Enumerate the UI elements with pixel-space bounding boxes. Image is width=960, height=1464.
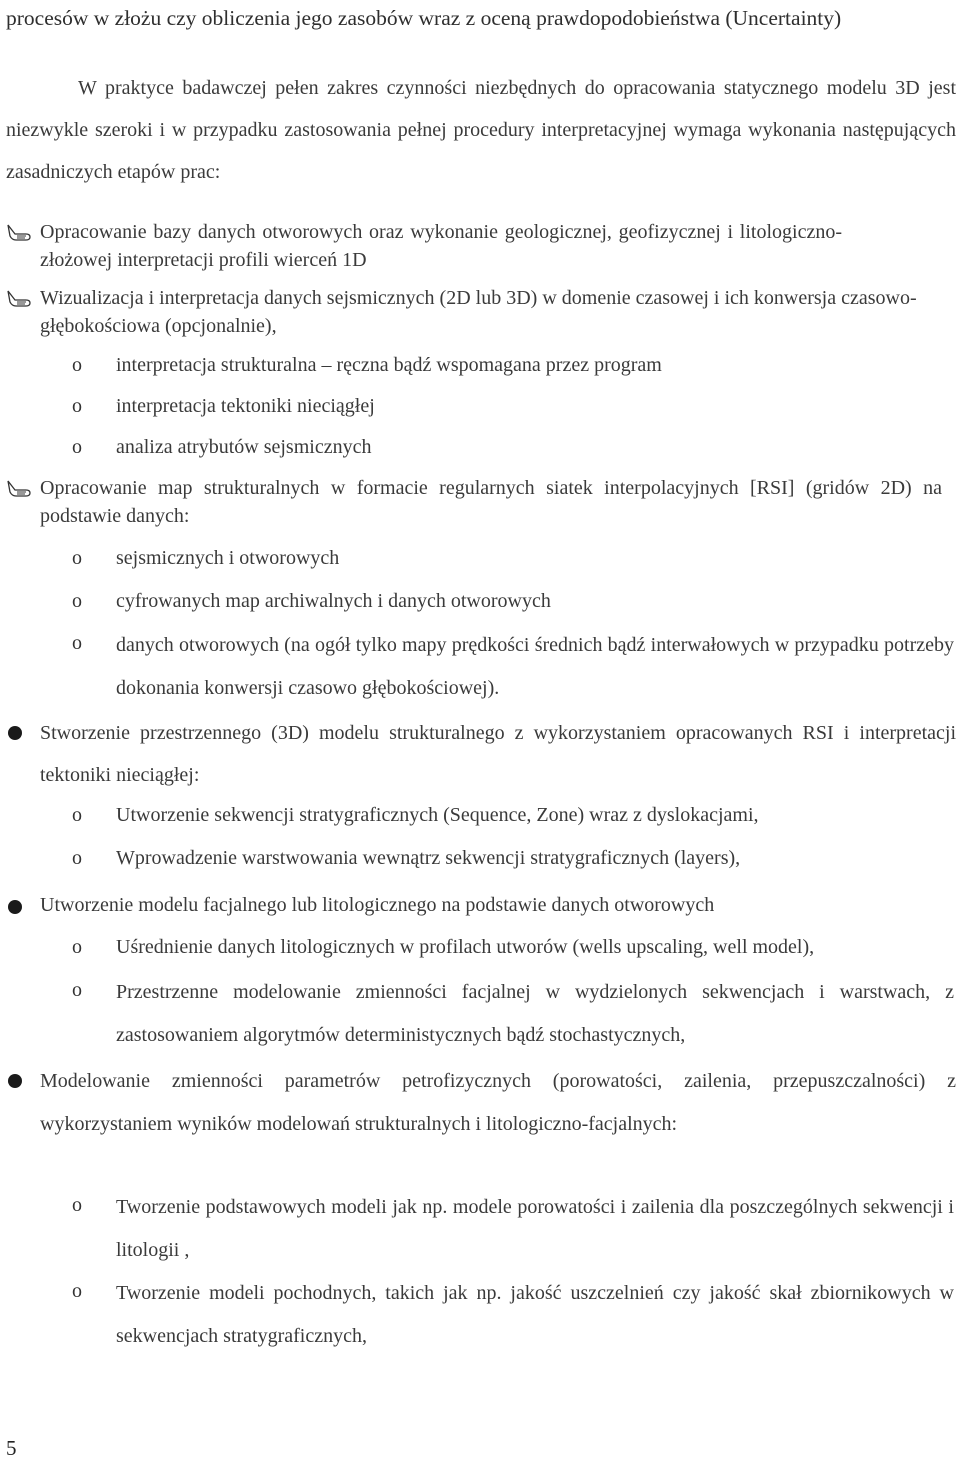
sub-list-item xyxy=(72,1278,956,1358)
sub-bullet: o xyxy=(72,632,82,654)
sub-bullet: o xyxy=(72,1194,82,1216)
sub-bullet: o xyxy=(72,804,82,826)
list-item-text: Opracowanie map strukturalnych w formacie regularnych siatek interpolacyjnych [RSI] (gridów 2D) na podstawie danych: xyxy=(40,477,942,527)
sub-bullet: o xyxy=(72,936,82,958)
sub-bullet: o xyxy=(72,547,82,569)
sub-list-item-text: Tworzenie podstawowych modeli jak np. modele porowatości i zailenia dla poszczególnych sekwencji i litologii , xyxy=(116,1196,954,1261)
sub-list-item-text: Uśrednienie danych litologicznych w profilach utworów (wells upscaling, well model), xyxy=(116,936,815,958)
list-item-text: Utworzenie modelu facjalnego lub litologicznego na podstawie danych otworowych xyxy=(40,894,715,916)
sub-bullet: o xyxy=(72,847,82,869)
sub-list-item-text: interpretacja tektoniki nieciągłej xyxy=(116,395,375,417)
sub-bullet: o xyxy=(72,1280,82,1302)
sub-list-item xyxy=(72,434,942,466)
sub-list-item xyxy=(72,545,942,579)
sub-list-item xyxy=(72,588,942,622)
sub-list-item-text: analiza atrybutów sejsmicznych xyxy=(116,436,372,458)
sub-list-item-text: Tworzenie modeli pochodnych, takich jak np. jakość uszczelnień czy jakość skał zbiornikowych w sekwencjach stratygraficznych, xyxy=(116,1282,954,1347)
list-item-text: Wizualizacja i interpretacja danych sejsmicznych (2D lub 3D) w domenie czasowej i ich konwersja czasowo-głębokościowa (opcjonalnie), xyxy=(40,287,917,337)
list-item-text: Modelowanie zmienności parametrów petrofizycznych (porowatości, zailenia, przepuszczalności) z wykorzystaniem wyników modelowań strukturalnych i litologiczno-facjalnych: xyxy=(40,1070,956,1135)
bullet-dot xyxy=(8,900,22,914)
list-item xyxy=(6,712,956,798)
sub-bullet: o xyxy=(72,395,82,417)
sub-list-item xyxy=(72,630,956,710)
list-item xyxy=(6,284,956,344)
section-heading: procesów w złożu czy obliczenia jego zasobów wraz z oceną prawdopodobieństwa (Uncertainty) xyxy=(6,6,842,30)
sub-list-item xyxy=(72,393,942,425)
sub-list-item-text: danych otworowych (na ogół tylko mapy prędkości średnich bądź interwałowych w przypadku potrzeby dokonania konwersji czasowo głębokościowej). xyxy=(116,634,954,699)
sub-bullet: o xyxy=(72,590,82,612)
sub-bullet: o xyxy=(72,979,82,1001)
sub-list-item xyxy=(72,802,956,836)
sub-list-item xyxy=(72,352,942,384)
sub-bullet: o xyxy=(72,354,82,376)
list-item-text: Opracowanie bazy danych otworowych oraz wykonanie geologicznej, geofizycznej i litologiczno-złożowej interpretacji profili wierceń 1D xyxy=(40,221,842,271)
list-item xyxy=(6,1060,956,1188)
sub-list-item-text: cyfrowanych map archiwalnych i danych otworowych xyxy=(116,590,551,612)
bullet-dot xyxy=(8,726,22,740)
sub-list-item-text: Wprowadzenie warstwowania wewnątrz sekwencji stratygraficznych (layers), xyxy=(116,847,741,869)
list-item-text: Stworzenie przestrzennego (3D) modelu strukturalnego z wykorzystaniem opracowanych RSI i interpretacji tektoniki nieciągłej: xyxy=(40,722,956,786)
list-item xyxy=(6,474,956,534)
list-item xyxy=(6,892,956,926)
pointing-hand-icon xyxy=(6,478,32,500)
list-item xyxy=(6,218,956,274)
intro-paragraph: W praktyce badawczej pełen zakres czynności niezbędnych do opracowania statycznego modelu 3D jest niezwykle szeroki i w przypadku zastosowania pełnej procedury interpretacyjnej wymaga wykonania następujących zasadniczych etapów prac: xyxy=(6,77,956,183)
sub-bullet: o xyxy=(72,436,82,458)
pointing-hand-icon xyxy=(6,222,32,244)
pointing-hand-icon xyxy=(6,288,32,310)
bullet-dot xyxy=(8,1074,22,1088)
sub-list-item xyxy=(72,845,956,879)
sub-list-item-text: Przestrzenne modelowanie zmienności facjalnej w wydzielonych sekwencjach i warstwach, z zastosowaniem algorytmów deterministycznych bądź stochastycznych, xyxy=(116,981,954,1046)
sub-list-item xyxy=(72,1192,956,1272)
sub-list-item xyxy=(72,934,956,968)
page-number: 5 xyxy=(6,1436,17,1460)
sub-list-item xyxy=(72,977,956,1057)
sub-list-item-text: interpretacja strukturalna – ręczna bądź wspomagana przez program xyxy=(116,354,662,376)
sub-list-item-text: Utworzenie sekwencji stratygraficznych (Sequence, Zone) wraz z dyslokacjami, xyxy=(116,804,759,826)
sub-list-item-text: sejsmicznych i otworowych xyxy=(116,547,340,569)
